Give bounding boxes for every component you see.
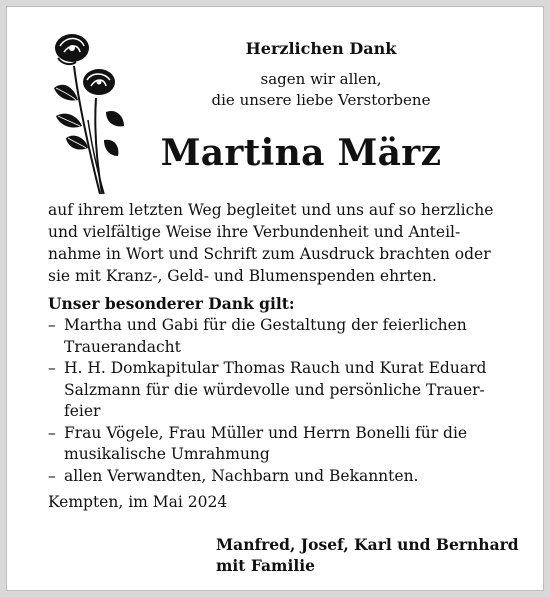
list-item-line: feier	[64, 402, 101, 420]
list-item	[48, 358, 528, 423]
intro-line: die unsere liebe Verstorbene	[211, 91, 431, 109]
signature-line: Manfred, Josef, Karl und Bernhard	[216, 535, 519, 554]
heading: Herzlichen Dank	[245, 39, 397, 58]
intro	[166, 69, 476, 111]
list-item-line: musikalische Umrahmung	[64, 445, 270, 463]
list-item-line: Frau Vögele, Frau Müller und Herrn Bonelli für die	[64, 423, 468, 442]
signatures	[216, 534, 519, 576]
list-item-line: allen Verwandten, Nachbarn und Bekannten.	[64, 466, 419, 485]
body-line: nahme in Wort und Schrift zum Ausdruck brachten oder	[48, 245, 491, 263]
list-item-line: Martha und Gabi für die Gestaltung der feierlichen	[64, 316, 467, 334]
dash: –	[48, 316, 56, 334]
list-item	[48, 315, 528, 358]
body-text	[48, 199, 528, 287]
deceased-name: Martina März	[160, 132, 442, 174]
place-date: Kempten, im Mai 2024	[48, 493, 228, 511]
list-item-line: H. H. Domkapitular Thomas Rauch und Kurat Eduard	[64, 359, 487, 377]
dash: –	[48, 466, 56, 485]
body-line: und vielfältige Weise ihre Verbundenheit und Anteil-	[48, 223, 461, 241]
list-item-line: Salzmann für die würdevolle und persönliche Trauer-	[64, 380, 485, 399]
list-item	[48, 466, 528, 488]
body-line: sie mit Kranz-, Geld- und Blumenspenden ehrten.	[48, 267, 437, 285]
signature-line: mit Familie	[216, 556, 315, 575]
body-line: auf ihrem letzten Weg begleitet und uns auf so herzliche	[48, 201, 494, 219]
intro-line: sagen wir allen,	[260, 70, 382, 88]
list-item	[48, 423, 528, 466]
list-item-line: Trauerandacht	[64, 337, 181, 356]
rose-bouquet-icon	[44, 28, 126, 196]
dash: –	[48, 359, 56, 377]
thanks-title: Unser besonderer Dank gilt:	[48, 294, 295, 313]
thanks-list	[48, 315, 528, 487]
dash: –	[48, 423, 56, 442]
